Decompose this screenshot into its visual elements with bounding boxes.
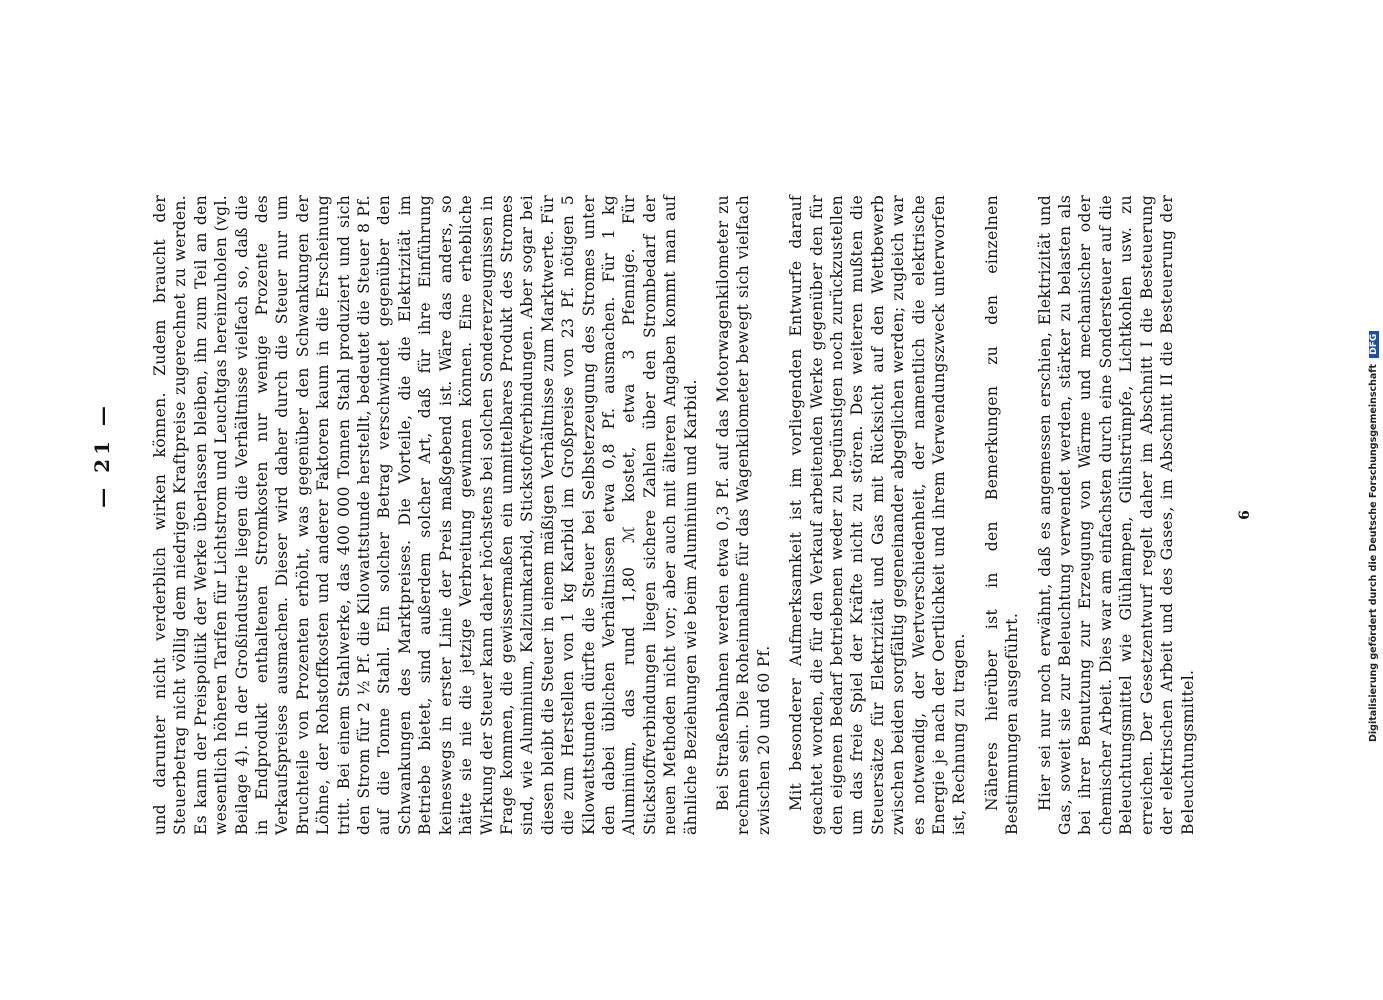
body-text bbox=[150, 195, 1198, 835]
paragraph: Näheres hierüber ist in den Bemerkungen zu den einzelnen Bestimmungen ausgeführt. bbox=[982, 195, 1022, 835]
paragraph: und darunter nicht verderblich wirken können. Zudem braucht der Steuerbetrag nicht völlig dem niedrigen Kraftpreise zugerechnet zu werden. Es kann der Preispolitik der Werke überlassen bleiben, ihn zum Teil an den wesentlich höheren Tarifen für Lichtstrom und Leuchtgas hereinzuholen (vgl. Beilage 4). In der Großindustrie liegen die Verhältnisse vielfach so, daß die in Endprodukt enthaltenen Stromkosten nur wenige Prozente des Verkaufspreises ausmachen. Dieser wird daher durch die Steuer nur um Bruchteile von Prozenten erhöht, was gegenüber den Schwankungen der Löhne, der Rohstoffkosten und anderer Faktoren kaum in die Erscheinung tritt. Bei einem Stahlwerke, das 400 000 Tonnen Stahl produziert und sich den Strom für 2 ½ Pf. die Kilowattstunde herstellt, bedeutet die Steuer 8 Pf. auf die Tonne Stahl. Ein solcher Betrag verschwindet gegenüber den Schwankungen des Marktpreises. Die Vorteile, die die Elektrizität im Betriebe bietet, sind außerdem solcher Art, daß für ihre Einführung keineswegs in erster Linie der Preis maßgebend ist. Wäre das anders, so hätte sie nie die jetzige Verbreitung gewinnen können. Eine erhebliche Wirkung der Steuer kann daher höchstens bei solchen Sondererzeugnissen in Frage kommen, die gewissermaßen ein unmittelbares Produkt des Stromes sind, wie Aluminium, Kalziumkarbid, Stickstoffverbindungen. Aber sogar bei diesen bleibt die Steuer in einem mäßigen Verhältnisse zum Marktwerte. Für die zum Herstellen von 1 kg Karbid im Großpreise von 23 Pf. nötigen 5 Kilowattstunden dürfte die Steuer bei Selbsterzeugung des Stromes unter den dabei üblichen Verhältnissen etwa 0,8 Pf. ausmachen. Für 1 kg Aluminium, das rund 1,80 ℳ kostet, etwa 3 Pfennige. Für Stickstoffverbindungen liegen sichere Zahlen über den Strombedarf der neuen Methoden nicht vor; aber auch mit älteren Angaben kommt man auf ähnliche Beziehungen wie beim Aluminium und Karbid. bbox=[151, 195, 700, 835]
paragraph: Hier sei nur noch erwähnt, daß es angemessen erschien, Elektrizität und Gas, soweit sie zur Beleuchtung verwendet werden, stärker zu belasten als bei ihrer Benutzung zur Erzeugung von Wärme und mechanischer oder chemischer Arbeit. Dies war am einfachsten durch eine Sondersteuer auf die Beleuchtungsmittel wie Glühlampen, Glühstrümpfe, Lichtkohlen usw. zu erreichen. Der Gesetzentwurf regelt daher im Abschnitt I die Besteuerung der elektrischen Arbeit und des Gases, im Abschnitt II die Besteuerung der Beleuchtungsmittel. bbox=[1035, 195, 1197, 835]
dfg-credit-strip bbox=[1366, 0, 1382, 1000]
paragraph: Mit besonderer Aufmerksamkeit ist im vorliegenden Entwurfe darauf geachtet worden, die für den Verkauf arbeitenden Werke gegenüber den für den eigenen Bedarf betriebenen weder zu begünstigen noch zurückzustellen um das freie Spiel der Kräfte nicht zu stören. Des weiteren mußten die Steuersätze für Elektrizität und Gas mit Rücksicht auf den Wettbewerb zwischen beiden sorgfältig gegeneinander abgeglichen werden; zugleich war es notwendig, der Wertverschiedenheit, der namentlich die elektrische Energie je nach der Oertlichkeit und ihrem Verwendungszweck unterworfen ist, Rechnung zu tragen. bbox=[787, 195, 969, 835]
page-number: — 21 — bbox=[90, 402, 114, 508]
paragraph: Bei Straßenbahnen werden etwa 0,3 Pf. auf das Motorwagenkilometer zu rechnen sein. Die Roheinnahme für das Wagenkilometer bewegt sich vielfach zwischen 20 und 60 Pf. bbox=[713, 195, 773, 835]
document-page bbox=[90, 195, 1253, 835]
sheet-signature: 6 bbox=[1237, 510, 1253, 520]
dfg-logo: DFG bbox=[1369, 331, 1379, 358]
dfg-credit-text: Digitalisierung gefördert durch die Deutsche Forschungsgemeinschaft bbox=[1368, 364, 1379, 742]
